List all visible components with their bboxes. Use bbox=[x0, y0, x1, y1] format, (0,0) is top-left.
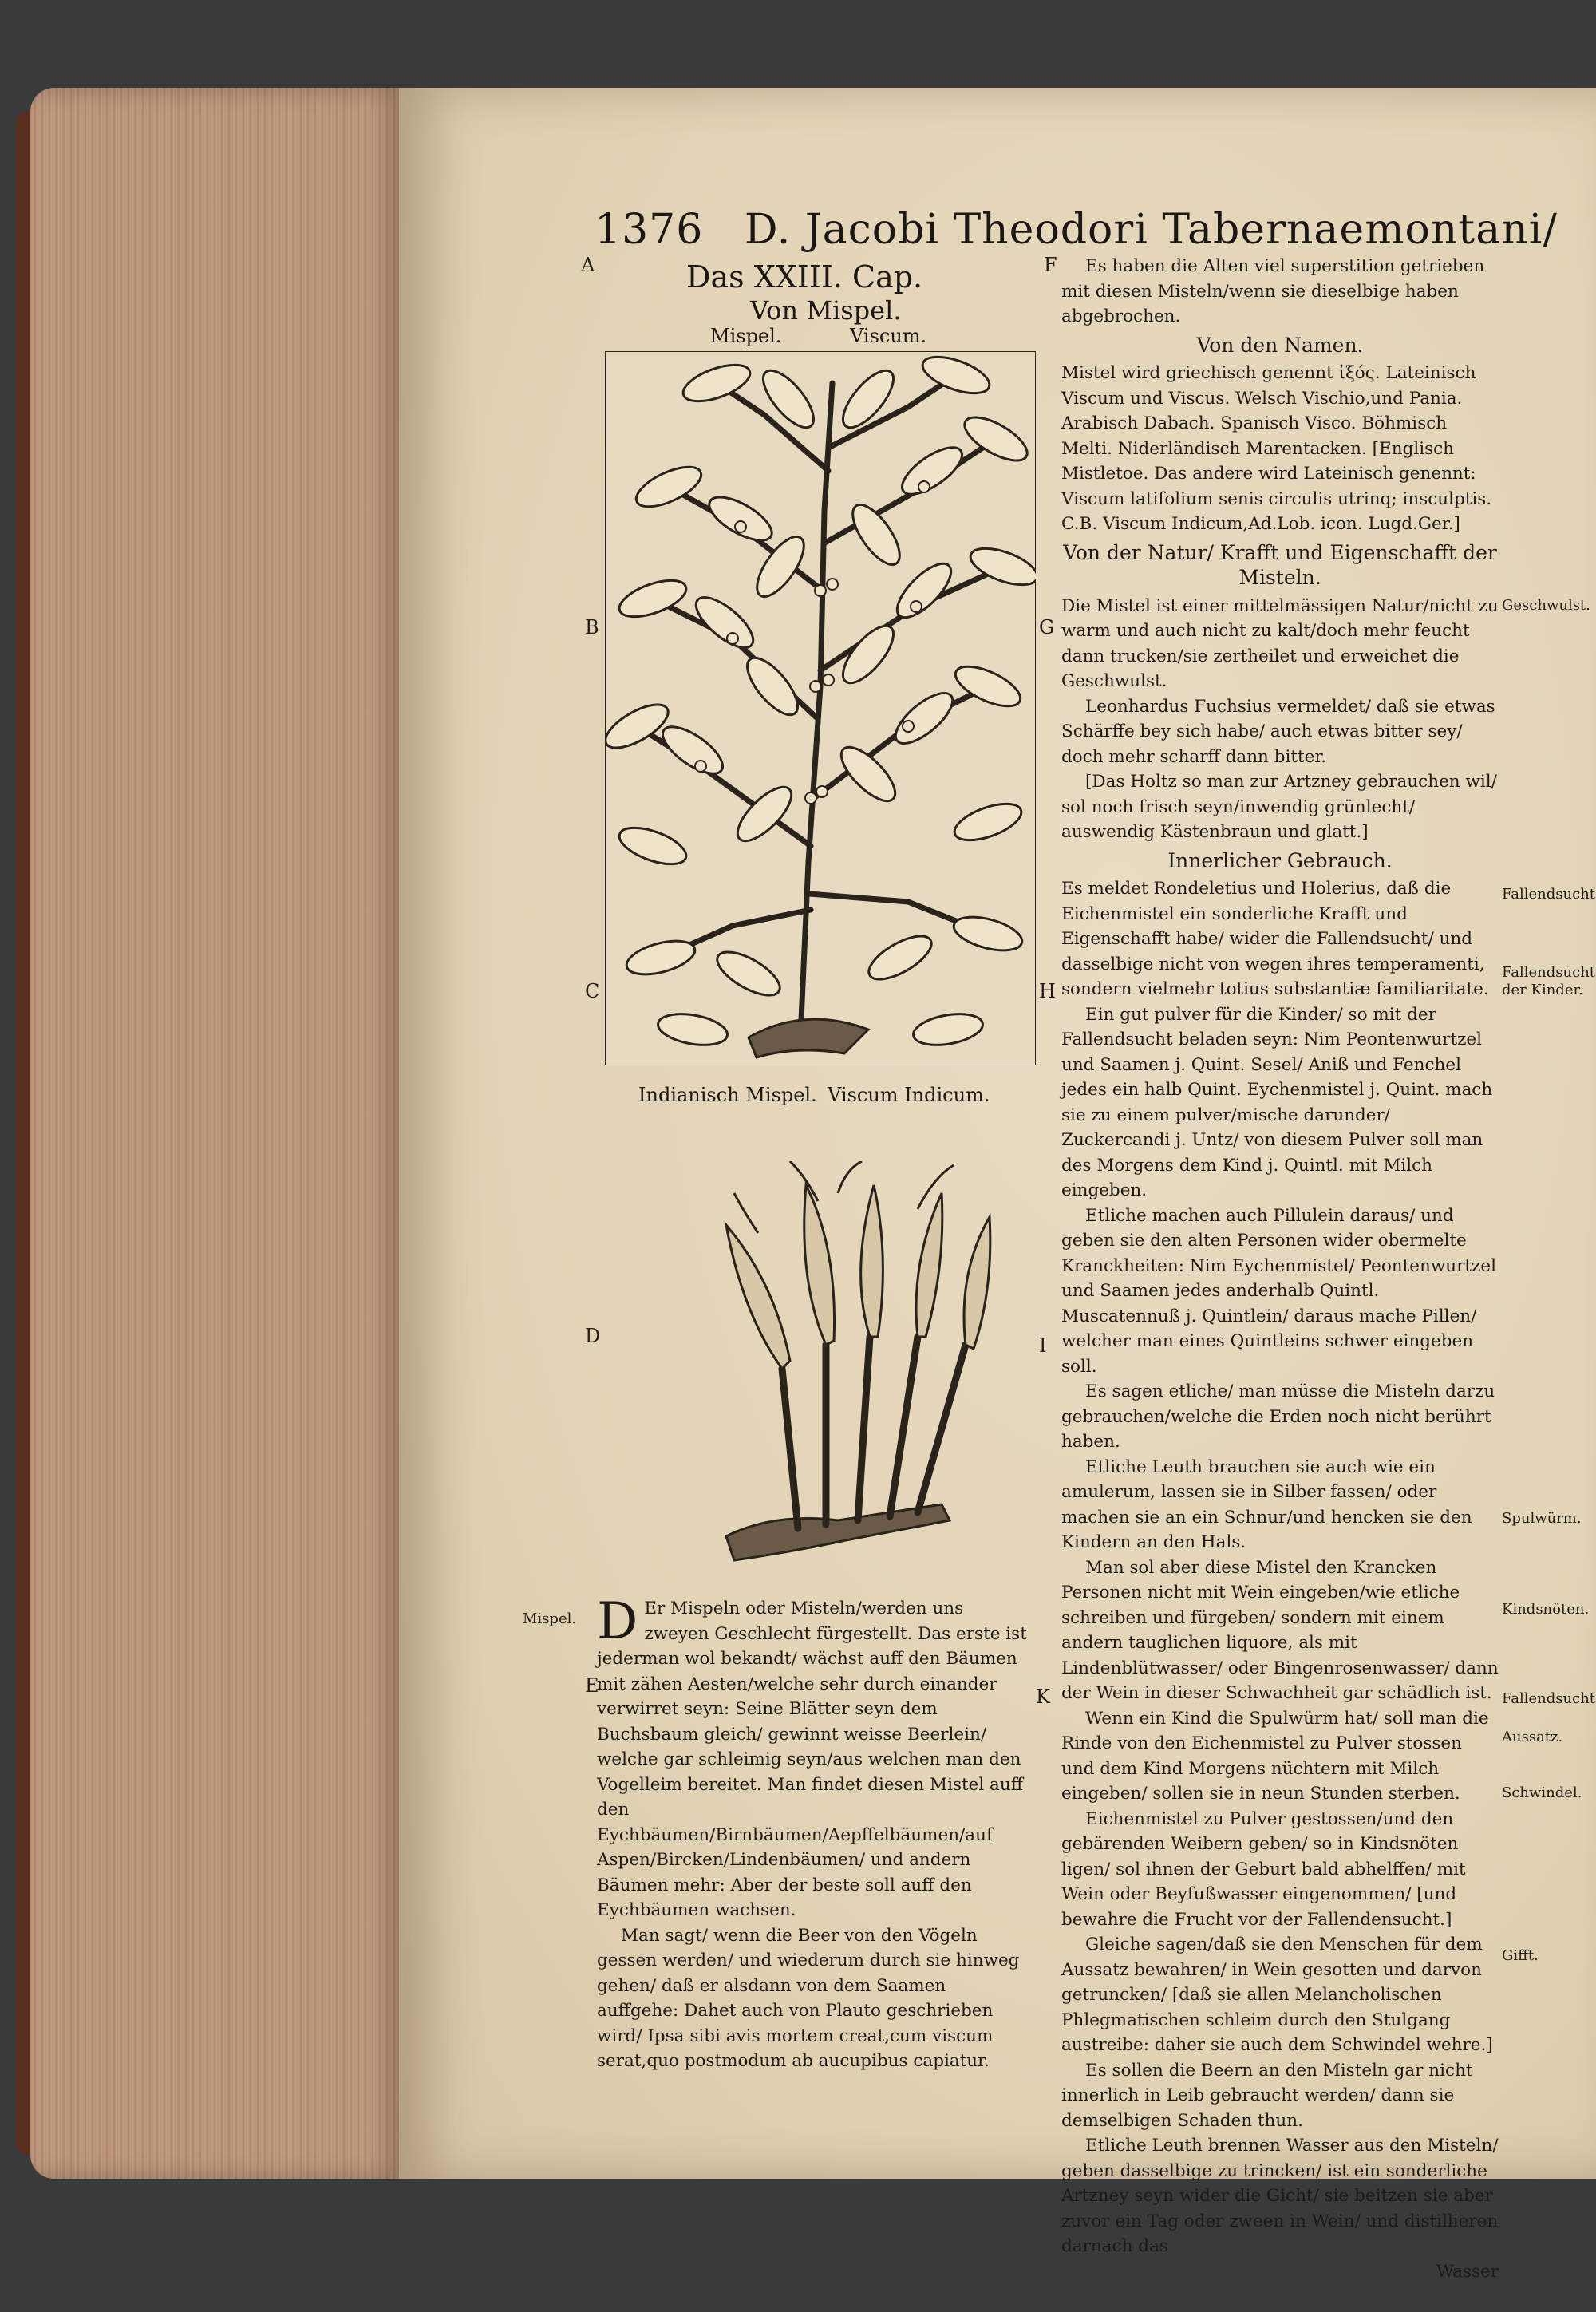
margin-note-fallendsucht-kinder: Fallendsucht der Kinder. bbox=[1502, 964, 1596, 998]
margin-letter-b: B bbox=[585, 616, 599, 638]
margin-note-fallendsucht: Fallendsucht bbox=[1502, 886, 1596, 903]
running-header bbox=[595, 206, 1558, 254]
margin-letter-c: C bbox=[585, 980, 600, 1002]
nature-paragraph-2: Leonhardus Fuchsius vermeldet/ daß sie etwas Schärffe bey sich habe/ auch etwas bitter sey/ doch mehr scharff dann bitter. bbox=[1061, 696, 1495, 767]
use-paragraph-8: Eichenmistel zu Pulver gestossen/und den gebärenden Weibern geben/ so in Kindsnöten ligen/ sol ihnen der Geburt bald abhelffen/ mit Wein oder Beyfußwasser eingenommen/ [und bewahre die Frucht vor der Fallendensucht.] bbox=[1061, 1808, 1466, 1930]
indian-mistletoe-woodcut bbox=[678, 1161, 1013, 1568]
margin-letter-i: I bbox=[1039, 1334, 1047, 1357]
figure1-caption-german: Mispel. bbox=[710, 325, 782, 347]
use-paragraph-9: Gleiche sagen/daß sie den Menschen für dem Aussatz bewahren/ in Wein gesotten und darvon getruncken/ [daß sie allen Melancholischen Phlegmatischen schleim durch den Stulgang austreibe: daher sie auch dem Schwindel wehre.] bbox=[1061, 1935, 1493, 2055]
figure2-caption-latin: Viscum Indicum. bbox=[828, 1084, 990, 1106]
figure1-caption-latin: Viscum. bbox=[850, 325, 927, 347]
running-title: D. Jacobi Theodori Tabernaemontani/ bbox=[744, 206, 1558, 254]
use-paragraph-4: Es sagen etliche/ man müsse die Misteln darzu gebrauchen/welche die Erden noch nicht berührt haben. bbox=[1061, 1381, 1495, 1452]
intro-paragraph: Es haben die Alten viel superstition getrieben mit diesen Misteln/wenn sie dieselbige haben abgebrochen. bbox=[1061, 256, 1485, 326]
use-paragraph-11: Etliche Leuth brennen Wasser aus den Misteln/ geben dasselbige zu trincken/ ist ein sonderliche Artzney seyn wider die Gicht/ sie beitzen sie aber zuvor ein Tag oder zween in Wein/ und distillieren darnach das bbox=[1061, 2136, 1499, 2256]
use-paragraph-5: Etliche Leuth brauchen sie auch wie ein amulerum, lassen sie in Silber fassen/ oder machen sie an ein Schnur/und hencken sie den Kindern an den Hals. bbox=[1061, 1456, 1472, 1552]
heading-names: Von den Namen. bbox=[1196, 333, 1364, 357]
margin-note-mispel: Mispel. bbox=[523, 1610, 577, 1627]
nature-paragraph-1: Die Mistel ist einer mittelmässigen Natur/nicht zu warm und auch nicht zu kalt/doch mehr feucht dann trucken/sie zertheilet und erweichet die Geschwulst. bbox=[1061, 595, 1499, 691]
left-paragraph-2: Man sagt/ wenn die Beer von den Vögeln gessen werden/ und wiederum durch sie hinweg gehen/ daß er alsdann von dem Saamen auffgehe: Dahet auch von Plauto geschrieben wird/ Ipsa sibi avis mortem creat,cum viscum serat,quo postmodum ab aucupibus capiatur. bbox=[597, 1925, 1020, 2071]
mistletoe-woodcut bbox=[605, 351, 1036, 1065]
page-edges bbox=[30, 88, 405, 2179]
chapter-subtitle: Von Mispel. bbox=[750, 295, 902, 326]
page-number: 1376 bbox=[595, 206, 704, 254]
use-paragraph-6: Man sol aber diese Mistel den Krancken Personen nicht mit Wein eingeben/wie etliche schreiben und fürgeben/ sondern mit einem andern tauglichen liquore, als mit Lindenblütwasser/ oder Bingenrosenwasser/ dann der Wein in dieser Schwachheit gar schädlich ist. bbox=[1061, 1557, 1499, 1703]
margin-note-fallendsucht-2: Fallendsucht bbox=[1502, 1690, 1596, 1707]
heading-nature: Von der Natur/ Krafft und Eigenschafft der Misteln. bbox=[1063, 540, 1497, 589]
margin-note-kindsnoeten: Kindsnöten. bbox=[1502, 1601, 1590, 1618]
use-paragraph-3: Etliche machen auch Pillulein daraus/ und geben sie den alten Personen wider obermelte Kranckheiten: Nim Eychenmistel/ Peontenwurtzel und Saamen jedes anderhalb Quintl. Muscatennuß j. Quintlein/ daraus mache Pillen/ welcher man eines Quintleins schwer eingeben soll. bbox=[1061, 1205, 1496, 1377]
right-text-column bbox=[1061, 254, 1499, 2284]
margin-note-geschwulst: Geschwulst. bbox=[1502, 597, 1590, 614]
margin-note-spulwuerm: Spulwürm. bbox=[1502, 1510, 1582, 1527]
margin-letter-g: G bbox=[1039, 616, 1055, 638]
use-paragraph-7: Wenn ein Kind die Spulwürm hat/ soll man die Rinde von den Eichenmistel zu Pulver stossen und dem Kind Morgens nüchtern mit Milch eingeben/ sollen sie in neun Stunden sterben. bbox=[1061, 1708, 1489, 1804]
margin-letter-a: A bbox=[581, 254, 595, 276]
chapter-title: Das XXIII. Cap. bbox=[686, 259, 923, 294]
margin-letter-k: K bbox=[1036, 1686, 1050, 1708]
margin-letter-h: H bbox=[1039, 980, 1056, 1002]
left-text-column bbox=[597, 1592, 1028, 2074]
margin-note-aussatz: Aussatz. bbox=[1502, 1729, 1563, 1745]
margin-letter-d: D bbox=[585, 1325, 601, 1347]
figure2-caption-german: Indianisch Mispel. bbox=[638, 1084, 817, 1106]
margin-note-schwindel: Schwindel. bbox=[1502, 1784, 1582, 1801]
names-paragraph: Mistel wird griechisch genennt ἰξός. Lateinisch Viscum und Viscus. Welsch Vischio,und Pania. Arabisch Dabach. Spanisch Visco. Böhmisch Melti. Niderländisch Marentacken. [Englisch Mistletoe. Das andere wird Lateinisch genennt: Viscum latifolium senis circulis utrinq; insculptis. C.B. Viscum Indicum,Ad.Lob. icon. Lugd.Ger.] bbox=[1061, 363, 1492, 534]
use-paragraph-2: Ein gut pulver für die Kinder/ so mit der Fallendsucht beladen seyn: Nim Peontenwurtzel und Saamen j. Quint. Sesel/ Aniß und Fenchel jedes ein halb Quint. Eychenmistel j. Quint. mach sie zu einem pulver/mische darunder/ Zuckercandi j. Untz/ von diesem Pulver soll man des Morgens dem Kind j. Quintl. mit Milch eingeben. bbox=[1061, 1004, 1493, 1200]
use-paragraph-10: Es sollen die Beern an den Misteln gar nicht innerlich in Leib gebraucht werden/ dann sie demselbigen Schaden thun. bbox=[1061, 2060, 1473, 2131]
margin-letter-f: F bbox=[1044, 254, 1057, 276]
catchword: Wasser bbox=[1436, 2261, 1499, 2282]
margin-note-gifft: Gifft. bbox=[1502, 1947, 1539, 1964]
drop-cap: D bbox=[597, 1592, 638, 1651]
heading-internal-use: Innerlicher Gebrauch. bbox=[1167, 848, 1393, 872]
margin-letter-e: E bbox=[585, 1674, 599, 1697]
left-paragraph-1: Er Mispeln oder Misteln/werden uns zweyen Geschlecht fürgestellt. Das erste ist jederman wol bekandt/ wächst auff den Bäumen mit zähen Aesten/welche sehr durch einander verwirret seyn: Seine Blätter seyn dem Buchsbaum gleich/ gewinnt weisse Beerlein/ welche gar schleimig seyn/aus welchen man den Vogelleim bereitet. Man findet diesen Mistel auff den Eychbäumen/Birnbäumen/Aepffelbäumen/auf Aspen/Bircken/Lindenbäumen/ und andern Bäumen mehr: Aber der beste soll auff den Eychbäumen wachsen. bbox=[597, 1599, 1027, 1920]
use-paragraph-1: Es meldet Rondeletius und Holerius, daß die Eichenmistel ein sonderliche Krafft und Eigenschafft habe/ wider die Fallendsucht/ und dasselbige nicht von wegen ihres temperamenti, sondern vielmehr totius substantiæ familiaritate. bbox=[1061, 879, 1489, 999]
nature-paragraph-3: [Das Holtz so man zur Artzney gebrauchen wil/ sol noch frisch seyn/inwendig grünlecht/ auswendig Kästenbraun und glatt.] bbox=[1061, 772, 1497, 842]
